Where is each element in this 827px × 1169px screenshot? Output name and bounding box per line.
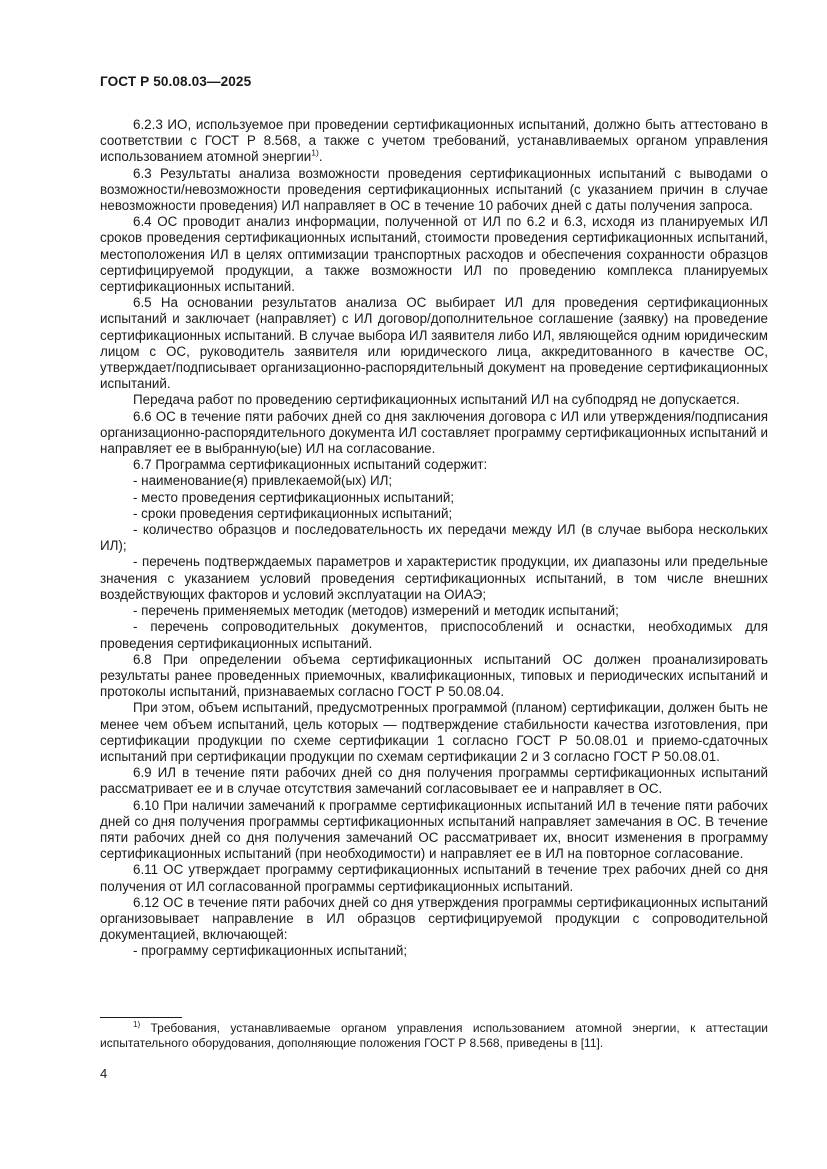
paragraph-6-5: 6.5 На основании результатов анализа ОС выбирает ИЛ для проведения сертификационных испытаний и заключает (направляет) с ИЛ договор/дополнительное соглашение (заявку) на проведение сертификационных испытаний. В случае выбора ИЛ заявителя либо ИЛ, являющейся одним юридическим лицом с ОС, руководитель заявителя или юридического лица, аккредитованного в качестве ОС, утверждает/подписывает организационно-распорядительный документ на проведение сертификационных испытаний. (100, 295, 768, 392)
footnote-text: Требования, устанавливаемые органом управления использованием атомной энергии, к аттестации испытательного оборудования, дополняющие положения ГОСТ Р 8.568, приведены в [11]. (100, 1021, 768, 1050)
list-item: - наименование(я) привлекаемой(ых) ИЛ; (133, 473, 393, 489)
list-item: - перечень применяемых методик (методов) измерений и методик испытаний; (133, 603, 619, 619)
paragraph-6-11: 6.11 ОС утверждает программу сертификационных испытаний в течение трех рабочих дней со дня получения от ИЛ согласованной программы сертификационных испытаний. (100, 862, 768, 894)
paragraph-6-8: 6.8 При определении объема сертификационных испытаний ОС должен проанализировать результаты ранее проведенных приемочных, квалификационных, типовых и периодических испытаний и протоколы испытаний, признаваемых согласно ГОСТ Р 50.08.04. (100, 651, 768, 700)
footnote-reference: 1) (311, 147, 319, 158)
list-item: - место проведения сертификационных испытаний; (133, 489, 455, 505)
paragraph-6-6: 6.6 ОС в течение пяти рабочих дней со дня заключения договора с ИЛ или утверждения/подписания организационно-распорядительного документа ИЛ составляет программу сертификационных испытаний и направляет ее в выбранную(ые) ИЛ на согласование. (100, 408, 768, 457)
paragraph-6-4: 6.4 ОС проводит анализ информации, полученной от ИЛ по 6.2 и 6.3, исходя из планируемых ИЛ сроков проведения сертификационных испытаний, стоимости проведения сертификационных испытаний, местоположения ИЛ в целях оптимизации транспортных расходов и обеспечения сохранности образцов сертифицируемой продукции, а также возможности ИЛ по проведению комплекса планируемых сертификационных испытаний. (100, 214, 768, 295)
paragraph-6-9: 6.9 ИЛ в течение пяти рабочих дней со дня получения программы сертификационных испытаний рассматривает ее и в случае отсутствия замечаний согласовывает ее и направляет в ОС. (100, 765, 768, 797)
paragraph-test-scope: При этом, объем испытаний, предусмотренных программой (планом) сертификации, должен быть не менее чем объем испытаний, цель которых — подтверждение стабильности качества изготовления, при сертификации продукции по схеме сертификации 1 согласно ГОСТ Р 50.08.01 и приемо-сдаточных испытаний при сертификации продукции по схемам сертификации 2 и 3 согласно ГОСТ Р 50.08.01. (100, 700, 768, 764)
paragraph-subcontract: Передача работ по проведению сертификационных испытаний ИЛ на субподряд не допускается. (133, 392, 740, 408)
list-item: - перечень сопроводительных документов, приспособлений и оснастки, необходимых для проведения сертификационных испытаний. (100, 619, 768, 651)
paragraph-6-2-3: 6.2.3 ИО, используемое при проведении сертификационных испытаний, должно быть аттестовано в соответствии с ГОСТ Р 8.568, а также с учетом требований, устанавливаемых органом управления использованием атомной энергии$^{1)}$. (100, 117, 768, 165)
list-item: - программу сертификационных испытаний; (133, 943, 408, 959)
paragraph-6-3: 6.3 Результаты анализа возможности проведения сертификационных испытаний с выводами о возможности/невозможности проведения сертификационных испытаний (с указанием причин в случае невозможности проведения) ИЛ направляет в ОС в течение 10 рабочих дней с даты получения запроса. (100, 165, 768, 214)
list-item: - сроки проведения сертификационных испытаний; (133, 505, 453, 521)
list-item: - перечень подтверждаемых параметров и характеристик продукции, их диапазоны или предельные значения с указанием условий проведения сертификационных испытаний, в том числе внешних воздействующих факторов и условий эксплуатации на ОИАЭ; (100, 554, 768, 602)
paragraph-6-10: 6.10 При наличии замечаний к программе сертификационных испытаний ИЛ в течение пяти рабочих дней со дня получения программы сертификационных испытаний направляет замечания в ОС. В течение пяти рабочих дней со дня получения замечаний ОС рассматривает их, вносит изменения в программу сертификационных испытаний (при необходимости) и направляет ее в ИЛ на повторное согласование. (100, 797, 768, 862)
page-number: 4 (100, 1066, 108, 1081)
footnote-mark: 1) (133, 1020, 141, 1029)
document-header: ГОСТ Р 50.08.03—2025 (100, 74, 252, 89)
footnote (100, 1021, 768, 1051)
document-body (100, 117, 768, 960)
footnote-separator (100, 1017, 182, 1018)
paragraph-6-12: 6.12 ОС в течение пяти рабочих дней со дня утверждения программы сертификационных испытаний организовывает направление в ИЛ образцов сертифицируемой продукции с сопроводительной документацией, включающей: (100, 894, 768, 943)
list-item: - количество образцов и последовательность их передачи между ИЛ (в случае выбора нескольких ИЛ); (100, 522, 768, 554)
paragraph-6-7: 6.7 Программа сертификационных испытаний содержит: (133, 457, 488, 473)
